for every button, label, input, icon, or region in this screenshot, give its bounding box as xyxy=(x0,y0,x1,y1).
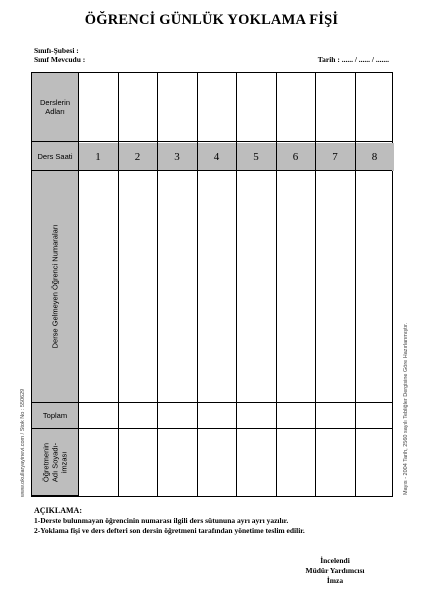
row-divider xyxy=(32,428,392,429)
form-title: ÖĞRENCİ GÜNLÜK YOKLAMA FİŞİ xyxy=(84,12,339,28)
side-note-left: www.okullaryayinevi.com / Stok No : 550629 xyxy=(20,388,26,497)
class-info xyxy=(34,46,85,64)
header-absent-numbers xyxy=(31,170,79,403)
header-course-names-text: Derslerin Adları xyxy=(39,98,70,116)
date-field: Tarih : ...... / ...... / ....... xyxy=(317,55,389,64)
column-divider xyxy=(157,73,158,496)
signature-line-reviewed: İncelendi xyxy=(320,556,350,565)
signature-line-title: Müdür Yardımcısı xyxy=(305,566,365,575)
column-divider xyxy=(276,73,277,496)
column-divider xyxy=(197,73,198,496)
attendance-table xyxy=(31,72,393,497)
header-total xyxy=(31,402,79,429)
notes-heading: AÇIKLAMA: xyxy=(34,506,82,515)
header-teacher-signature-text: Öğretmenin Adı Soyadı-imzası xyxy=(41,442,69,482)
row-divider xyxy=(32,170,392,171)
signature-block xyxy=(290,556,380,586)
row-divider xyxy=(32,141,392,142)
period-number: 6 xyxy=(292,151,299,163)
period-number: 2 xyxy=(134,151,141,163)
class-count-label: Sınıf Mevcudu : xyxy=(34,55,86,64)
period-number: 8 xyxy=(371,151,378,163)
header-teacher-signature xyxy=(31,428,79,496)
column-divider xyxy=(355,73,356,496)
header-absent-numbers-text: Derse Gelmeyen Öğrenci Numaraları xyxy=(50,224,60,349)
period-number: 1 xyxy=(95,151,101,163)
row-divider xyxy=(32,402,392,403)
period-number: 4 xyxy=(213,151,220,163)
signature-line-sign: İmza xyxy=(326,576,344,585)
period-number: 5 xyxy=(253,151,259,163)
header-course-hours xyxy=(31,141,79,171)
side-note-right: Mayıs - 2004 Tarih, 2560 sayılı Tebliğler Dergisine Göre Hazırlanmıştır. xyxy=(403,322,409,495)
header-course-names xyxy=(31,72,79,142)
notes-section xyxy=(34,506,305,536)
class-section-label: Sınıfı-Şubesi : xyxy=(34,46,79,55)
period-number: 7 xyxy=(332,151,338,163)
header-total-text: Toplam xyxy=(42,411,68,420)
column-divider xyxy=(315,73,316,496)
period-number: 3 xyxy=(174,151,180,163)
column-divider xyxy=(118,73,119,496)
column-divider xyxy=(236,73,237,496)
note-item: 2-Yoklama fişi ve ders defteri son dersin öğretmeni tarafından yönetime teslim edilir. xyxy=(34,526,305,535)
header-course-hours-text: Ders Saati xyxy=(37,151,73,161)
note-item: 1-Derste bulunmayan öğrencinin numarası ilgili ders sütununa ayrı ayrı yazılır. xyxy=(34,516,289,525)
column-divider xyxy=(78,73,79,496)
